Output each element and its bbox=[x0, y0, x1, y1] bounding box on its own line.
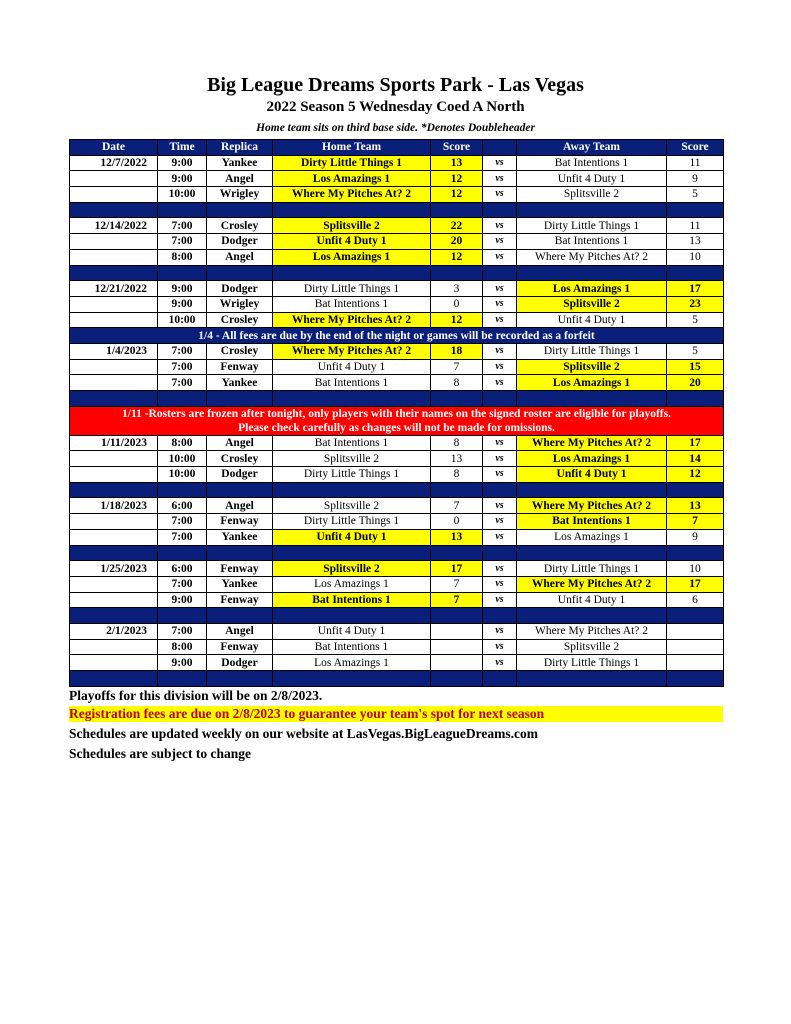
game-time: 7:00 bbox=[158, 514, 207, 530]
away-score: 13 bbox=[667, 234, 724, 250]
away-score: 20 bbox=[667, 375, 724, 391]
game-row bbox=[70, 467, 724, 483]
game-date bbox=[70, 639, 158, 655]
game-date bbox=[70, 171, 158, 187]
home-team: Bat Intentions 1 bbox=[273, 592, 431, 608]
home-score: 7 bbox=[431, 576, 483, 592]
home-team: Splitsville 2 bbox=[273, 451, 431, 467]
game-replica: Angel bbox=[207, 498, 273, 514]
game-row bbox=[70, 296, 724, 312]
header-away-score: Score bbox=[667, 140, 724, 156]
away-score: 5 bbox=[667, 312, 724, 328]
game-replica: Dodger bbox=[207, 234, 273, 250]
game-replica: Angel bbox=[207, 623, 273, 639]
vs-label: vs bbox=[483, 155, 517, 171]
away-score bbox=[667, 639, 724, 655]
game-date bbox=[70, 592, 158, 608]
away-team: Unfit 4 Duty 1 bbox=[517, 312, 667, 328]
game-replica: Yankee bbox=[207, 375, 273, 391]
game-time: 10:00 bbox=[158, 312, 207, 328]
game-replica: Crosley bbox=[207, 451, 273, 467]
game-replica: Fenway bbox=[207, 639, 273, 655]
vs-label: vs bbox=[483, 655, 517, 671]
game-row bbox=[70, 281, 724, 297]
away-team: Where My Pitches At? 2 bbox=[517, 623, 667, 639]
game-date bbox=[70, 234, 158, 250]
game-date bbox=[70, 451, 158, 467]
home-team: Splitsville 2 bbox=[273, 498, 431, 514]
home-score: 0 bbox=[431, 296, 483, 312]
vs-label: vs bbox=[483, 623, 517, 639]
away-team: Where My Pitches At? 2 bbox=[517, 498, 667, 514]
home-score bbox=[431, 639, 483, 655]
game-date bbox=[70, 359, 158, 375]
home-score: 12 bbox=[431, 249, 483, 265]
page-subtitle: 2022 Season 5 Wednesday Coed A North bbox=[266, 99, 525, 115]
away-score: 11 bbox=[667, 155, 724, 171]
header-home-team: Home Team bbox=[273, 140, 431, 156]
vs-label: vs bbox=[483, 576, 517, 592]
away-team: Los Amazings 1 bbox=[517, 375, 667, 391]
away-score: 13 bbox=[667, 498, 724, 514]
home-team: Where My Pitches At? 2 bbox=[273, 187, 431, 203]
home-score: 12 bbox=[431, 312, 483, 328]
game-row bbox=[70, 451, 724, 467]
game-time: 7:00 bbox=[158, 576, 207, 592]
game-time: 7:00 bbox=[158, 359, 207, 375]
game-row bbox=[70, 249, 724, 265]
game-time: 6:00 bbox=[158, 498, 207, 514]
game-replica: Angel bbox=[207, 171, 273, 187]
game-replica: Wrigley bbox=[207, 187, 273, 203]
home-team: Los Amazings 1 bbox=[273, 171, 431, 187]
fees-banner-line: 1/4 - All fees are due by the end of the night or games will be recorded as a forfeit bbox=[198, 329, 595, 342]
home-score: 13 bbox=[431, 451, 483, 467]
schedule-table bbox=[69, 139, 724, 687]
game-row bbox=[70, 623, 724, 639]
fees-banner bbox=[70, 328, 724, 344]
away-score: 17 bbox=[667, 576, 724, 592]
vs-label: vs bbox=[483, 639, 517, 655]
away-team: Splitsville 2 bbox=[517, 296, 667, 312]
vs-label: vs bbox=[483, 467, 517, 483]
vs-label: vs bbox=[483, 249, 517, 265]
game-replica: Fenway bbox=[207, 359, 273, 375]
away-score: 14 bbox=[667, 451, 724, 467]
game-row bbox=[70, 514, 724, 530]
playoffs-note: Playoffs for this division will be on 2/8/2023. bbox=[69, 688, 323, 703]
game-date: 1/25/2023 bbox=[70, 561, 158, 577]
away-team: Bat Intentions 1 bbox=[517, 514, 667, 530]
home-score bbox=[431, 655, 483, 671]
game-date: 12/14/2022 bbox=[70, 218, 158, 234]
game-date bbox=[70, 655, 158, 671]
header-time: Time bbox=[158, 140, 207, 156]
vs-label: vs bbox=[483, 296, 517, 312]
away-team: Los Amazings 1 bbox=[517, 529, 667, 545]
game-row bbox=[70, 498, 724, 514]
game-time: 9:00 bbox=[158, 171, 207, 187]
game-date: 2/1/2023 bbox=[70, 623, 158, 639]
home-score bbox=[431, 623, 483, 639]
game-time: 9:00 bbox=[158, 155, 207, 171]
away-score: 6 bbox=[667, 592, 724, 608]
vs-label: vs bbox=[483, 451, 517, 467]
week-separator bbox=[70, 202, 724, 218]
home-team: Splitsville 2 bbox=[273, 218, 431, 234]
away-score bbox=[667, 655, 724, 671]
home-score: 8 bbox=[431, 375, 483, 391]
vs-label: vs bbox=[483, 187, 517, 203]
game-replica: Fenway bbox=[207, 592, 273, 608]
game-row bbox=[70, 561, 724, 577]
away-team: Splitsville 2 bbox=[517, 639, 667, 655]
game-row bbox=[70, 375, 724, 391]
week-separator bbox=[70, 482, 724, 498]
home-team: Bat Intentions 1 bbox=[273, 296, 431, 312]
home-team: Los Amazings 1 bbox=[273, 655, 431, 671]
week-separator bbox=[70, 608, 724, 624]
game-time: 7:00 bbox=[158, 623, 207, 639]
roster-alert-line: 1/11 -Rosters are frozen after tonight, only players with their names on the signed roster are eligible for playoffs. bbox=[122, 407, 671, 420]
table-header-row bbox=[70, 140, 724, 156]
home-team: Bat Intentions 1 bbox=[273, 435, 431, 451]
home-score: 13 bbox=[431, 529, 483, 545]
home-team: Splitsville 2 bbox=[273, 561, 431, 577]
week-separator bbox=[70, 545, 724, 561]
registration-note: Registration fees are due on 2/8/2023 to guarantee your team's spot for next season bbox=[69, 706, 723, 722]
away-score: 23 bbox=[667, 296, 724, 312]
game-time: 8:00 bbox=[158, 435, 207, 451]
game-time: 9:00 bbox=[158, 296, 207, 312]
home-team: Unfit 4 Duty 1 bbox=[273, 234, 431, 250]
vs-label: vs bbox=[483, 281, 517, 297]
game-row bbox=[70, 639, 724, 655]
week-separator bbox=[70, 265, 724, 281]
away-team: Dirty Little Things 1 bbox=[517, 561, 667, 577]
home-team: Bat Intentions 1 bbox=[273, 375, 431, 391]
game-row bbox=[70, 155, 724, 171]
game-row bbox=[70, 576, 724, 592]
home-score: 22 bbox=[431, 218, 483, 234]
away-team: Splitsville 2 bbox=[517, 359, 667, 375]
vs-label: vs bbox=[483, 375, 517, 391]
game-replica: Fenway bbox=[207, 514, 273, 530]
game-date: 12/7/2022 bbox=[70, 155, 158, 171]
game-row bbox=[70, 529, 724, 545]
home-score: 7 bbox=[431, 498, 483, 514]
game-date bbox=[70, 514, 158, 530]
game-date: 1/18/2023 bbox=[70, 498, 158, 514]
away-team: Where My Pitches At? 2 bbox=[517, 576, 667, 592]
game-row bbox=[70, 234, 724, 250]
game-replica: Yankee bbox=[207, 529, 273, 545]
game-time: 7:00 bbox=[158, 343, 207, 359]
vs-label: vs bbox=[483, 529, 517, 545]
game-replica: Crosley bbox=[207, 343, 273, 359]
game-time: 7:00 bbox=[158, 234, 207, 250]
vs-label: vs bbox=[483, 312, 517, 328]
week-separator bbox=[70, 671, 724, 687]
game-row bbox=[70, 312, 724, 328]
home-score: 8 bbox=[431, 467, 483, 483]
away-team: Los Amazings 1 bbox=[517, 281, 667, 297]
home-score: 7 bbox=[431, 592, 483, 608]
fees-banner-row bbox=[70, 328, 724, 344]
game-replica: Wrigley bbox=[207, 296, 273, 312]
game-date bbox=[70, 576, 158, 592]
game-date bbox=[70, 375, 158, 391]
doubleheader-note: Home team sits on third base side. *Denotes Doubleheader bbox=[256, 122, 535, 134]
away-score: 15 bbox=[667, 359, 724, 375]
away-team: Bat Intentions 1 bbox=[517, 234, 667, 250]
home-team: Unfit 4 Duty 1 bbox=[273, 529, 431, 545]
away-team: Bat Intentions 1 bbox=[517, 155, 667, 171]
game-time: 9:00 bbox=[158, 281, 207, 297]
vs-label: vs bbox=[483, 234, 517, 250]
away-score: 12 bbox=[667, 467, 724, 483]
game-time: 7:00 bbox=[158, 529, 207, 545]
game-date: 12/21/2022 bbox=[70, 281, 158, 297]
away-team: Where My Pitches At? 2 bbox=[517, 435, 667, 451]
game-date bbox=[70, 249, 158, 265]
game-replica: Angel bbox=[207, 435, 273, 451]
game-replica: Dodger bbox=[207, 655, 273, 671]
game-row bbox=[70, 359, 724, 375]
game-replica: Angel bbox=[207, 249, 273, 265]
away-score: 10 bbox=[667, 249, 724, 265]
home-team: Bat Intentions 1 bbox=[273, 639, 431, 655]
vs-label: vs bbox=[483, 592, 517, 608]
home-team: Unfit 4 Duty 1 bbox=[273, 359, 431, 375]
away-score: 5 bbox=[667, 343, 724, 359]
game-date bbox=[70, 312, 158, 328]
game-row bbox=[70, 187, 724, 203]
away-score: 9 bbox=[667, 171, 724, 187]
away-score: 17 bbox=[667, 435, 724, 451]
home-team: Where My Pitches At? 2 bbox=[273, 343, 431, 359]
game-replica: Yankee bbox=[207, 576, 273, 592]
vs-label: vs bbox=[483, 171, 517, 187]
vs-label: vs bbox=[483, 218, 517, 234]
home-score: 12 bbox=[431, 187, 483, 203]
game-time: 6:00 bbox=[158, 561, 207, 577]
game-date bbox=[70, 467, 158, 483]
header-away-team: Away Team bbox=[517, 140, 667, 156]
away-team: Los Amazings 1 bbox=[517, 451, 667, 467]
vs-label: vs bbox=[483, 359, 517, 375]
header-vs bbox=[483, 140, 517, 156]
away-team: Unfit 4 Duty 1 bbox=[517, 171, 667, 187]
game-row bbox=[70, 435, 724, 451]
vs-label: vs bbox=[483, 514, 517, 530]
game-row bbox=[70, 655, 724, 671]
home-score: 13 bbox=[431, 155, 483, 171]
game-time: 8:00 bbox=[158, 249, 207, 265]
week-separator bbox=[70, 391, 724, 407]
away-score: 10 bbox=[667, 561, 724, 577]
game-replica: Crosley bbox=[207, 312, 273, 328]
home-score: 7 bbox=[431, 359, 483, 375]
game-replica: Crosley bbox=[207, 218, 273, 234]
game-row bbox=[70, 218, 724, 234]
game-time: 10:00 bbox=[158, 467, 207, 483]
game-date: 1/4/2023 bbox=[70, 343, 158, 359]
away-score: 5 bbox=[667, 187, 724, 203]
away-team: Unfit 4 Duty 1 bbox=[517, 467, 667, 483]
header-date: Date bbox=[70, 140, 158, 156]
vs-label: vs bbox=[483, 435, 517, 451]
home-score: 12 bbox=[431, 171, 483, 187]
away-team: Dirty Little Things 1 bbox=[517, 218, 667, 234]
game-row bbox=[70, 343, 724, 359]
page-title: Big League Dreams Sports Park - Las Vegas bbox=[207, 74, 584, 96]
home-team: Dirty Little Things 1 bbox=[273, 467, 431, 483]
away-score: 11 bbox=[667, 218, 724, 234]
vs-label: vs bbox=[483, 343, 517, 359]
home-team: Dirty Little Things 1 bbox=[273, 155, 431, 171]
game-replica: Dodger bbox=[207, 281, 273, 297]
header-home-score: Score bbox=[431, 140, 483, 156]
game-replica: Fenway bbox=[207, 561, 273, 577]
game-date bbox=[70, 529, 158, 545]
roster-alert-line: Please check carefully as changes will not be made for omissions. bbox=[238, 421, 555, 434]
game-date: 1/11/2023 bbox=[70, 435, 158, 451]
away-team: Dirty Little Things 1 bbox=[517, 655, 667, 671]
vs-label: vs bbox=[483, 561, 517, 577]
game-row bbox=[70, 171, 724, 187]
away-score bbox=[667, 623, 724, 639]
home-score: 0 bbox=[431, 514, 483, 530]
away-score: 17 bbox=[667, 281, 724, 297]
away-team: Where My Pitches At? 2 bbox=[517, 249, 667, 265]
game-replica: Dodger bbox=[207, 467, 273, 483]
away-score: 9 bbox=[667, 529, 724, 545]
subject-note: Schedules are subject to change bbox=[69, 746, 251, 761]
home-score: 20 bbox=[431, 234, 483, 250]
game-row bbox=[70, 592, 724, 608]
home-score: 18 bbox=[431, 343, 483, 359]
home-team: Dirty Little Things 1 bbox=[273, 281, 431, 297]
roster-alert-row bbox=[70, 406, 724, 435]
game-time: 9:00 bbox=[158, 592, 207, 608]
game-date bbox=[70, 187, 158, 203]
away-team: Unfit 4 Duty 1 bbox=[517, 592, 667, 608]
home-team: Where My Pitches At? 2 bbox=[273, 312, 431, 328]
game-time: 7:00 bbox=[158, 218, 207, 234]
away-team: Splitsville 2 bbox=[517, 187, 667, 203]
game-time: 10:00 bbox=[158, 187, 207, 203]
home-team: Unfit 4 Duty 1 bbox=[273, 623, 431, 639]
away-score: 7 bbox=[667, 514, 724, 530]
game-time: 8:00 bbox=[158, 639, 207, 655]
home-team: Los Amazings 1 bbox=[273, 576, 431, 592]
home-team: Los Amazings 1 bbox=[273, 249, 431, 265]
roster-alert bbox=[70, 406, 724, 435]
game-time: 7:00 bbox=[158, 375, 207, 391]
vs-label: vs bbox=[483, 498, 517, 514]
home-score: 17 bbox=[431, 561, 483, 577]
updates-note: Schedules are updated weekly on our website at LasVegas.BigLeagueDreams.com bbox=[69, 726, 539, 741]
home-team: Dirty Little Things 1 bbox=[273, 514, 431, 530]
game-replica: Yankee bbox=[207, 155, 273, 171]
game-time: 9:00 bbox=[158, 655, 207, 671]
home-score: 8 bbox=[431, 435, 483, 451]
away-team: Dirty Little Things 1 bbox=[517, 343, 667, 359]
game-time: 10:00 bbox=[158, 451, 207, 467]
game-date bbox=[70, 296, 158, 312]
header-replica: Replica bbox=[207, 140, 273, 156]
home-score: 3 bbox=[431, 281, 483, 297]
